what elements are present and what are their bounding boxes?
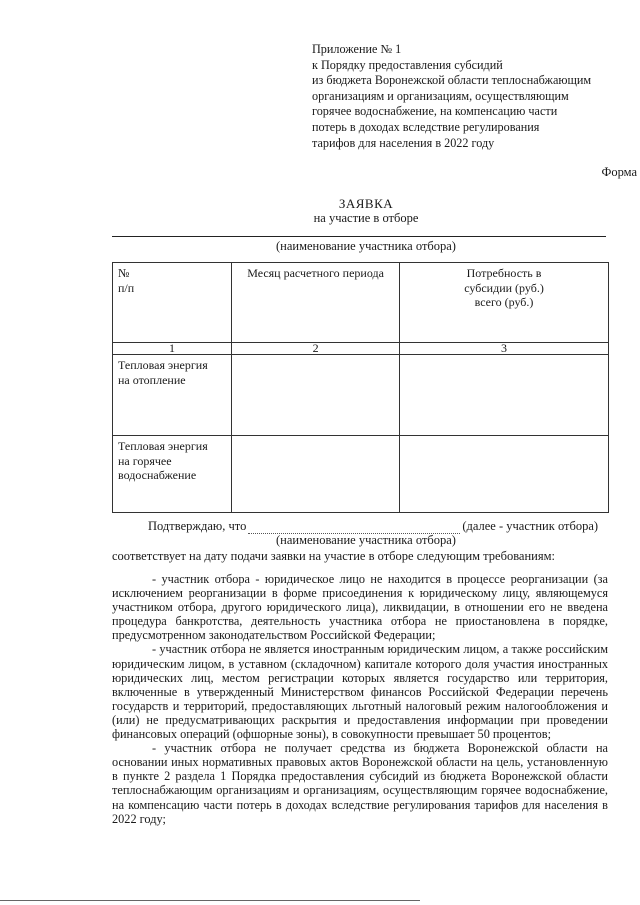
document-subtitle: на участие в отборе (313, 211, 419, 225)
header-month (232, 263, 400, 343)
column-number: 2 (232, 343, 400, 355)
header-need-text: Потребность в субсидии (руб.) всего (руб.) (464, 266, 544, 309)
appendix-line: организациям и организациям, осуществляющим (312, 88, 569, 103)
header-need (400, 263, 609, 343)
form-label: Форма (601, 165, 637, 179)
confirm-line (148, 519, 598, 534)
confirm-caption: (наименование участника отбора) (276, 533, 456, 547)
requirements-list (112, 572, 608, 826)
table-cell (400, 355, 609, 436)
header-number-text: № п/п (118, 266, 135, 295)
confirm-prefix: Подтверждаю, что (148, 519, 247, 533)
appendix-line: потерь в доходах вследствие регулирования (312, 119, 540, 134)
requirement-item: - участник отбора не является иностранным юридическим лицом, а также российским юридическим лицом, в уставном (складочном) капитале которого доля участия иностранных юридических лиц, местом регистрации которых является государство или территория, включенные в утвержденный Министерством финансов Российской Федерации перечень государств и территорий, предоставляющих льготный налоговый режим налогообложения и (или) не предусматривающих раскрытия и предоставления информации при проведении финансовых операций (офшорные зоны), в совокупности превышает 50 процентов; (112, 642, 608, 742)
conforms-statement: соответствует на дату подачи заявки на участие в отборе следующим требованиям: (112, 549, 555, 563)
bottom-rule (0, 900, 420, 901)
appendix-line: к Порядку предоставления субсидий (312, 57, 503, 72)
table-row (113, 355, 609, 436)
participant-name-caption: (наименование участника отбора) (276, 239, 456, 253)
table-header-row (113, 263, 609, 343)
appendix-line: из бюджета Воронежской области теплоснабжающим (312, 73, 592, 88)
appendix-header (312, 42, 612, 151)
participant-name-line (112, 236, 606, 237)
header-month-text: Месяц расчетного периода (247, 266, 384, 280)
requirement-item: - участник отбора - юридическое лицо не находится в процессе реорганизации (за исключением реорганизации в форме присоединения к юридическому лицу, являющемуся участником отбора, другого юридического лица), ликвидации, в отношении его не введена процедура банкротства, деятельность участника отбора не приостановлена в порядке, предусмотренном законодательством Российской Федерации; (112, 572, 608, 643)
appendix-line: тарифов для населения в 2022 году (312, 135, 495, 150)
header-number (113, 263, 232, 343)
requirement-item: - участник отбора не получает средства из бюджета Воронежской области на основании иных нормативных правовых актов Воронежской области на цель, установленную в пункте 2 раздела 1 Порядка предоставления субсидий из бюджета Воронежской области теплоснабжающим организациям и организациям, осуществляющим горячее водоснабжение, на компенсацию части потерь в доходах вследствие регулирования тарифов для населения в 2022 году; (112, 741, 608, 826)
row-label (113, 436, 232, 513)
document-title: ЗАЯВКА (338, 196, 394, 211)
row-label-text: Тепловая энергия на горячее водоснабжение (118, 439, 208, 482)
column-number: 3 (400, 343, 609, 355)
appendix-line: горячее водоснабжение, на компенсацию части (312, 104, 558, 119)
column-number: 1 (113, 343, 232, 355)
table-cell (400, 436, 609, 513)
row-label (113, 355, 232, 436)
subsidy-table (112, 262, 609, 513)
table-cell (232, 436, 400, 513)
row-label-text: Тепловая энергия на отопление (118, 358, 208, 387)
table-row (113, 436, 609, 513)
table-cell (232, 355, 400, 436)
table-column-numbers (113, 343, 609, 355)
confirm-suffix: (далее - участник отбора) (462, 519, 599, 533)
appendix-line: Приложение № 1 (312, 42, 402, 56)
